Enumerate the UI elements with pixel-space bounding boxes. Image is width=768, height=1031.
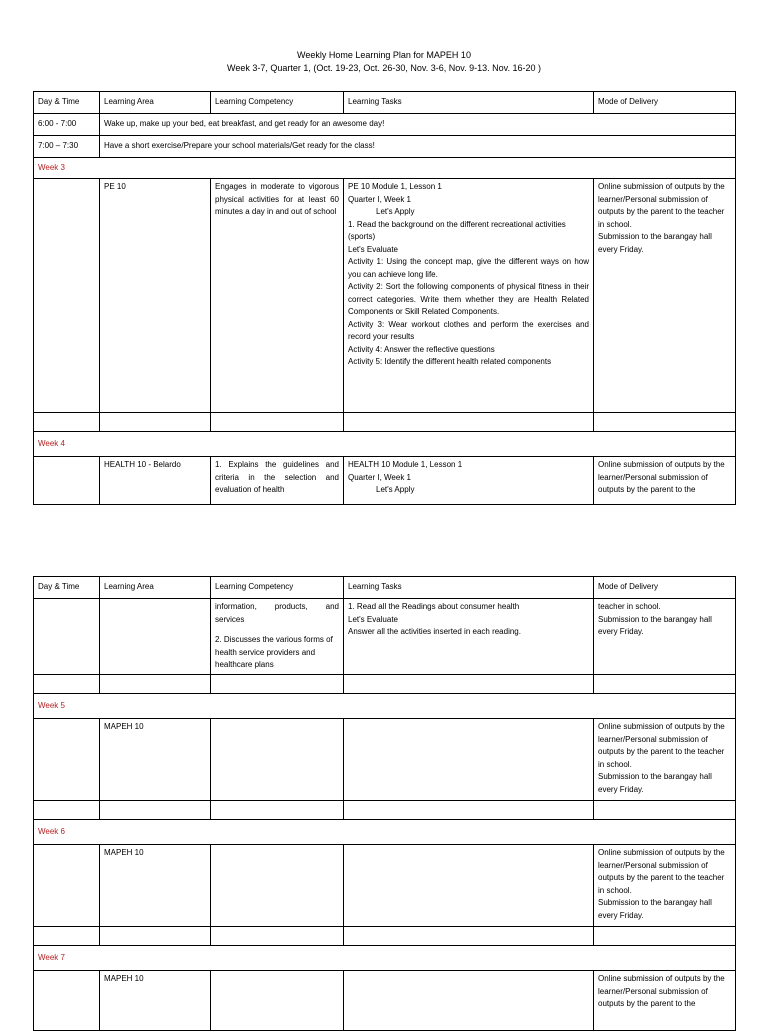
week6-content-row [34,845,736,927]
learning-area-cell [100,599,211,675]
learning-competency-cell [211,719,344,801]
learning-tasks-cell [344,599,594,675]
header-learning-tasks: Learning Tasks [344,92,594,114]
empty-row [34,413,736,432]
empty-cell [211,675,344,694]
task-line: Let's Evaluate [348,244,399,254]
empty-cell [344,801,594,820]
empty-cell [594,927,736,946]
task-line: Let's Apply [376,207,415,216]
learning-area-cell: MAPEH 10 [100,845,211,927]
week4-continued-row [34,599,736,675]
header-mode-of-delivery: Mode of Delivery [594,92,736,114]
header-day-time: Day & Time [34,577,100,599]
routine-row [34,114,736,136]
empty-cell [34,927,100,946]
task-line: Activity 5: Identify the different health related components [348,357,552,366]
week7-content-row [34,971,736,1031]
routine-time: 6:00 - 7:00 [34,114,100,136]
task-line: 1. Read the background on the different recreational activities (sports) [348,219,566,241]
table-header-row [34,577,736,599]
header-learning-area: Learning Area [100,577,211,599]
mode-of-delivery-cell: Online submission of outputs by the learner/Personal submission of outputs by the parent to the teacher in school. Submission to the barangay hall every Friday. [594,845,736,927]
empty-cell [211,927,344,946]
learning-area-cell: MAPEH 10 [100,971,211,1031]
task-line: Answer all the activities inserted in each reading. [348,627,521,636]
plan-table-page-2 [33,576,736,1031]
mode-of-delivery-cell: Online submission of outputs by the learner/Personal submission of outputs by the parent to the [594,457,736,505]
empty-cell [594,413,736,432]
day-time-cell [34,599,100,675]
week-label: Week 5 [34,694,736,719]
routine-text: Wake up, make up your bed, eat breakfast, and get ready for an awesome day! [100,114,736,136]
week-row [34,432,736,457]
week-row [34,820,736,845]
table-header-row [34,92,736,114]
week-label: Week 7 [34,946,736,971]
competency-text: information, products, and services [215,602,339,624]
task-line: 1. Read all the Readings about consumer health [348,602,520,611]
task-line: Let's Apply [376,485,415,494]
task-line: HEALTH 10 Module 1, Lesson 1 [348,460,463,469]
task-line: Activity 1: Using the concept map, give the different ways on how you can achieve long life. [348,257,589,279]
task-line: PE 10 Module 1, Lesson 1 [348,182,442,191]
week-row [34,158,736,179]
week-label: Week 6 [34,820,736,845]
task-line: Quarter I, Week 1 [348,472,411,482]
week-label: Week 3 [34,158,736,179]
week5-content-row [34,719,736,801]
learning-competency-cell [211,971,344,1031]
learning-competency-cell [211,845,344,927]
learning-area-cell: PE 10 [100,179,211,413]
day-time-cell [34,971,100,1031]
empty-cell [344,927,594,946]
mode-of-delivery-cell: teacher in school. Submission to the barangay hall every Friday. [594,599,736,675]
week3-content-row [34,179,736,413]
week-label: Week 4 [34,432,736,457]
empty-cell [100,801,211,820]
empty-cell [34,413,100,432]
empty-cell [100,413,211,432]
mode-of-delivery-cell: Online submission of outputs by the learner/Personal submission of outputs by the parent to the [594,971,736,1031]
empty-cell [344,413,594,432]
routine-time: 7:00 – 7:30 [34,136,100,158]
learning-competency-cell [211,599,344,675]
header-learning-tasks: Learning Tasks [344,577,594,599]
header-mode-of-delivery: Mode of Delivery [594,577,736,599]
week-row [34,694,736,719]
header-learning-competency: Learning Competency [211,577,344,599]
learning-competency-cell: 1. Explains the guidelines and criteria in the selection and evaluation of health [211,457,344,505]
learning-area-cell: HEALTH 10 - Belardo [100,457,211,505]
empty-cell [344,675,594,694]
header-learning-area: Learning Area [100,92,211,114]
task-line: Activity 4: Answer the reflective questions [348,344,495,354]
day-time-cell [34,457,100,505]
plan-table-page-1 [33,91,736,505]
week4-content-row [34,457,736,505]
empty-cell [211,801,344,820]
empty-cell [100,675,211,694]
week-row [34,946,736,971]
learning-tasks-cell [344,179,594,413]
empty-cell [594,801,736,820]
empty-cell [211,413,344,432]
learning-tasks-cell [344,457,594,505]
routine-text: Have a short exercise/Prepare your school materials/Get ready for the class! [100,136,736,158]
day-time-cell [34,719,100,801]
header-day-time: Day & Time [34,92,100,114]
header-learning-competency: Learning Competency [211,92,344,114]
learning-area-cell: MAPEH 10 [100,719,211,801]
task-line: Quarter I, Week 1 [348,194,411,204]
document-subtitle: Week 3-7, Quarter 1, (Oct. 19-23, Oct. 26-30, Nov. 3-6, Nov. 9-13. Nov. 16-20 ) [227,63,541,73]
learning-tasks-cell [344,719,594,801]
task-line: Let's Evaluate [348,614,399,624]
routine-row [34,136,736,158]
competency-text: 2. Discusses the various forms of health service providers and healthcare plans [215,635,333,669]
empty-cell [34,675,100,694]
empty-cell [594,675,736,694]
empty-cell [100,927,211,946]
mode-of-delivery-cell: Online submission of outputs by the learner/Personal submission of outputs by the parent to the teacher in school. Submission to the barangay hall every Friday. [594,719,736,801]
empty-row [34,927,736,946]
day-time-cell [34,179,100,413]
task-line: Activity 3: Wear workout clothes and perform the exercises and record your results [348,319,589,341]
empty-cell [34,801,100,820]
empty-row [34,675,736,694]
day-time-cell [34,845,100,927]
mode-of-delivery-cell: Online submission of outputs by the learner/Personal submission of outputs by the parent to the teacher in school. Submission to the barangay hall every Friday. [594,179,736,413]
learning-competency-cell: Engages in moderate to vigorous physical activities for at least 60 minutes a day in and out of school [211,179,344,413]
task-line: Activity 2: Sort the following components of physical fitness in their correct categories. Write them whether they are Health Related Components or Skill Related Components. [348,282,589,316]
learning-tasks-cell [344,845,594,927]
document-title: Weekly Home Learning Plan for MAPEH 10 [297,50,471,60]
learning-tasks-cell [344,971,594,1031]
empty-row [34,801,736,820]
